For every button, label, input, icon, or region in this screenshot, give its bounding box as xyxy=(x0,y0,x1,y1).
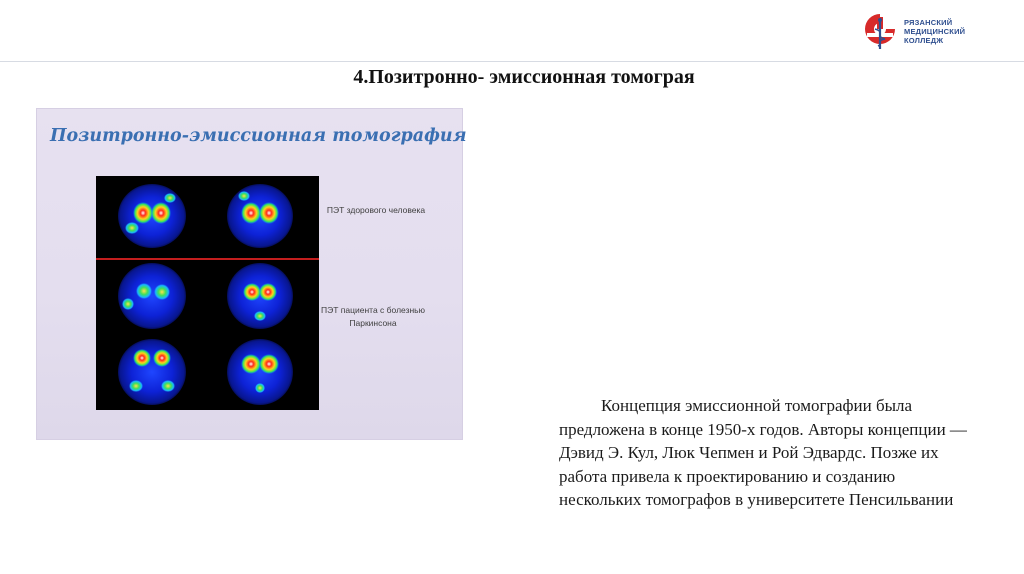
scan-parkinson-right-1 xyxy=(227,263,293,329)
logo-line-2: МЕДИЦИНСКИЙ xyxy=(904,26,966,36)
scan-parkinson-left-2 xyxy=(118,339,186,405)
figure-heading: Позитронно-эмиссионная томография xyxy=(50,126,467,146)
scan-divider-line xyxy=(96,258,319,260)
logo-line-3: КОЛЛЕДЖ xyxy=(904,35,944,45)
scan-parkinson-right-2 xyxy=(227,339,293,405)
logo-line-1: РЯЗАНСКИЙ xyxy=(904,17,953,27)
college-logo[interactable] xyxy=(862,10,1012,52)
college-logo-text xyxy=(904,18,965,45)
pet-scan-panel xyxy=(96,176,319,410)
pet-figure xyxy=(36,108,467,440)
caduceus-logo-icon xyxy=(862,11,898,51)
scan-healthy-right xyxy=(227,184,293,248)
scan-healthy-left xyxy=(118,184,186,248)
page-title: 4.Позитронно- эмиссионная томограя xyxy=(353,66,695,88)
label-parkinson-pet: ПЭТ пациента с болезнью Паркинсона xyxy=(321,305,425,328)
description-text: Концепция эмиссионной томографии была предложена в конце 1950-х годов. Авторы концепции — Дэвид Э. Кул, Люк Чепмен и Рой Эдвардс. Позже их работа привела к проектированию и созданию нескольких томографов в университете Пенсильвании xyxy=(559,396,967,510)
pet-scan-grid xyxy=(96,176,319,410)
header-divider xyxy=(0,61,1024,62)
label-healthy-pet: ПЭТ здорового человека xyxy=(326,205,426,215)
scan-parkinson-left-1 xyxy=(118,263,186,329)
